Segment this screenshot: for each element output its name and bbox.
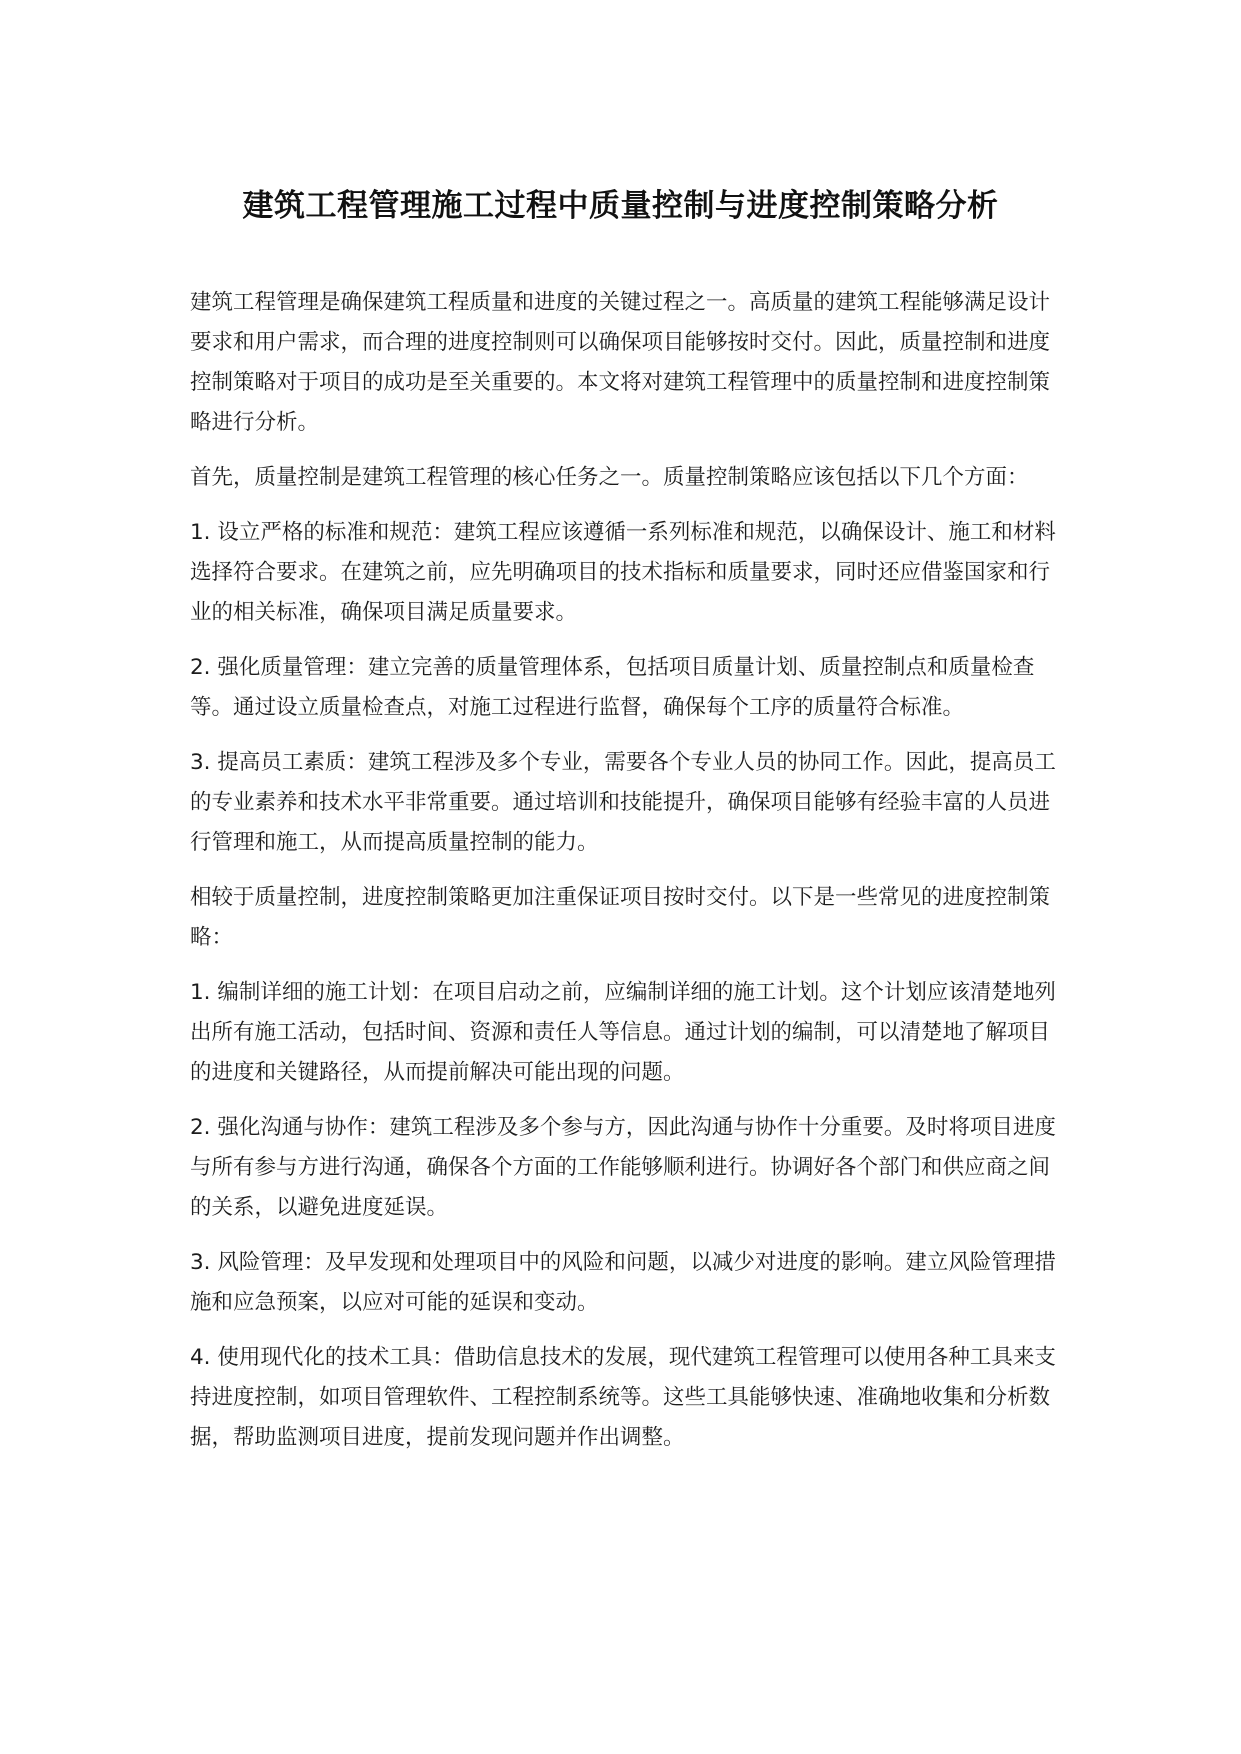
page-title: 建筑工程管理施工过程中质量控制与进度控制策略分析 — [242, 188, 999, 224]
paragraph-intro: 建筑工程管理是确保建筑工程质量和进度的关键过程之一。高质量的建筑工程能够满足设计要求和用户需求，而合理的进度控制则可以确保项目能够按时交付。因此，质量控制和进度控制策略对于项目的成功是至关重要的。本文将对建筑工程管理中的质量控制和进度控制策略进行分析。 — [190, 290, 1051, 435]
paragraph-quality-item-1: 1. 设立严格的标准和规范：建筑工程应该遵循一系列标准和规范，以确保设计、施工和材料选择符合要求。在建筑之前，应先明确项目的技术指标和质量要求，同时还应借鉴国家和行业的相关标准，确保项目满足质量要求。 — [190, 520, 1056, 625]
document-body — [190, 283, 1062, 1473]
paragraph-schedule-item-2: 2. 强化沟通与协作：建筑工程涉及多个参与方，因此沟通与协作十分重要。及时将项目进度与所有参与方进行沟通，确保各个方面的工作能够顺利进行。协调好各个部门和供应商之间的关系，以避免进度延误。 — [190, 1115, 1056, 1220]
paragraph-schedule-item-1: 1. 编制详细的施工计划：在项目启动之前，应编制详细的施工计划。这个计划应该清楚地列出所有施工活动，包括时间、资源和责任人等信息。通过计划的编制，可以清楚地了解项目的进度和关键路径，从而提前解决可能出现的问题。 — [190, 980, 1056, 1085]
paragraph-schedule-item-3: 3. 风险管理：及早发现和处理项目中的风险和问题，以减少对进度的影响。建立风险管理措施和应急预案，以应对可能的延误和变动。 — [190, 1250, 1056, 1315]
paragraph-schedule-overview: 相较于质量控制，进度控制策略更加注重保证项目按时交付。以下是一些常见的进度控制策略： — [190, 885, 1051, 950]
paragraph-quality-overview: 首先，质量控制是建筑工程管理的核心任务之一。质量控制策略应该包括以下几个方面： — [190, 465, 1029, 490]
paragraph-quality-item-3: 3. 提高员工素质：建筑工程涉及多个专业，需要各个专业人员的协同工作。因此，提高员工的专业素养和技术水平非常重要。通过培训和技能提升，确保项目能够有经验丰富的人员进行管理和施工，从而提高质量控制的能力。 — [190, 750, 1056, 855]
paragraph-schedule-item-4: 4. 使用现代化的技术工具：借助信息技术的发展，现代建筑工程管理可以使用各种工具来支持进度控制，如项目管理软件、工程控制系统等。这些工具能够快速、准确地收集和分析数据，帮助监测项目进度，提前发现问题并作出调整。 — [190, 1345, 1056, 1450]
paragraph-quality-item-2: 2. 强化质量管理：建立完善的质量管理体系，包括项目质量计划、质量控制点和质量检查等。通过设立质量检查点，对施工过程进行监督，确保每个工序的质量符合标准。 — [190, 655, 1035, 720]
